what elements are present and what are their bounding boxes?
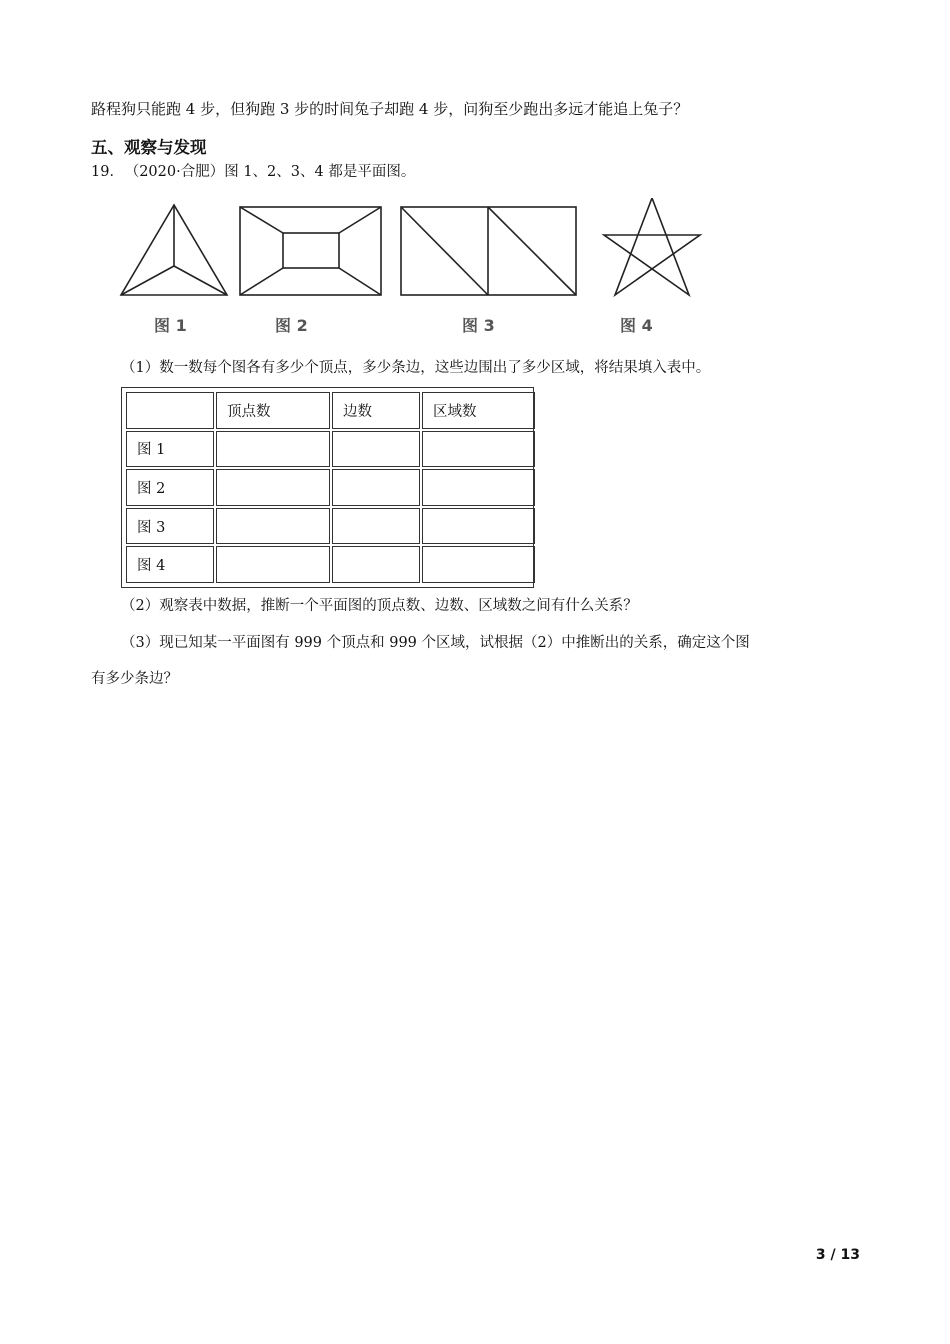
figures-area (110, 198, 720, 343)
regions-cell[interactable] (422, 546, 535, 583)
row-label: 图 4 (126, 546, 214, 583)
figure-4-label: 图 4 (620, 316, 653, 335)
header-cell-empty (126, 392, 214, 429)
figure-2-label: 图 2 (275, 316, 308, 335)
sub-question-3-line-2: 有多少条边？ (91, 671, 178, 687)
vertices-cell[interactable] (216, 546, 330, 583)
sub-question-1: （1）数一数每个图各有多少个顶点，多少条边，这些边围出了多少区域，将结果填入表中。 (121, 360, 711, 376)
page-number: 3 / 13 (815, 1247, 860, 1263)
regions-cell[interactable] (422, 508, 535, 545)
edges-cell[interactable] (332, 469, 420, 506)
table-row (126, 469, 535, 506)
table-row (126, 508, 535, 545)
sub-question-3-line-1: （3）现已知某一平面图有 999 个顶点和 999 个区域，试根据（2）中推断出的关系，确定这个图 (121, 635, 750, 651)
vertices-cell[interactable] (216, 431, 330, 468)
row-label: 图 3 (126, 508, 214, 545)
table-row (126, 431, 535, 468)
section-title: 五、观察与发现 (91, 138, 207, 157)
results-table (121, 387, 534, 588)
header-cell-regions: 区域数 (422, 392, 535, 429)
question-text: （2020·合肥）图 1、2、3、4 都是平面图。 (131, 164, 416, 180)
figure-1-triangle (121, 205, 227, 295)
table-row (126, 546, 535, 583)
vertices-cell[interactable] (216, 469, 330, 506)
figure-2-nested-rectangles (240, 207, 381, 295)
regions-cell[interactable] (422, 469, 535, 506)
edges-cell[interactable] (332, 508, 420, 545)
figure-1-label: 图 1 (154, 316, 187, 335)
regions-cell[interactable] (422, 431, 535, 468)
row-label: 图 2 (126, 469, 214, 506)
edges-cell[interactable] (332, 546, 420, 583)
question-19 (91, 160, 415, 181)
header-cell-edges: 边数 (332, 392, 420, 429)
previous-question-tail: 路程狗只能跑 4 步，但狗跑 3 步的时间兔子却跑 4 步，问狗至少跑出多远才能追上兔子？ (91, 100, 689, 118)
sub-question-2: （2）观察表中数据，推断一个平面图的顶点数、边数、区域数之间有什么关系？ (121, 598, 638, 614)
edges-cell[interactable] (332, 431, 420, 468)
figure-4-star (604, 198, 700, 295)
table-header-row (126, 392, 535, 429)
row-label: 图 1 (126, 431, 214, 468)
figure-3-squares-diagonals (401, 207, 576, 295)
header-cell-vertices: 顶点数 (216, 392, 330, 429)
question-number: 19． (91, 164, 124, 180)
vertices-cell[interactable] (216, 508, 330, 545)
figure-3-label: 图 3 (462, 316, 495, 335)
